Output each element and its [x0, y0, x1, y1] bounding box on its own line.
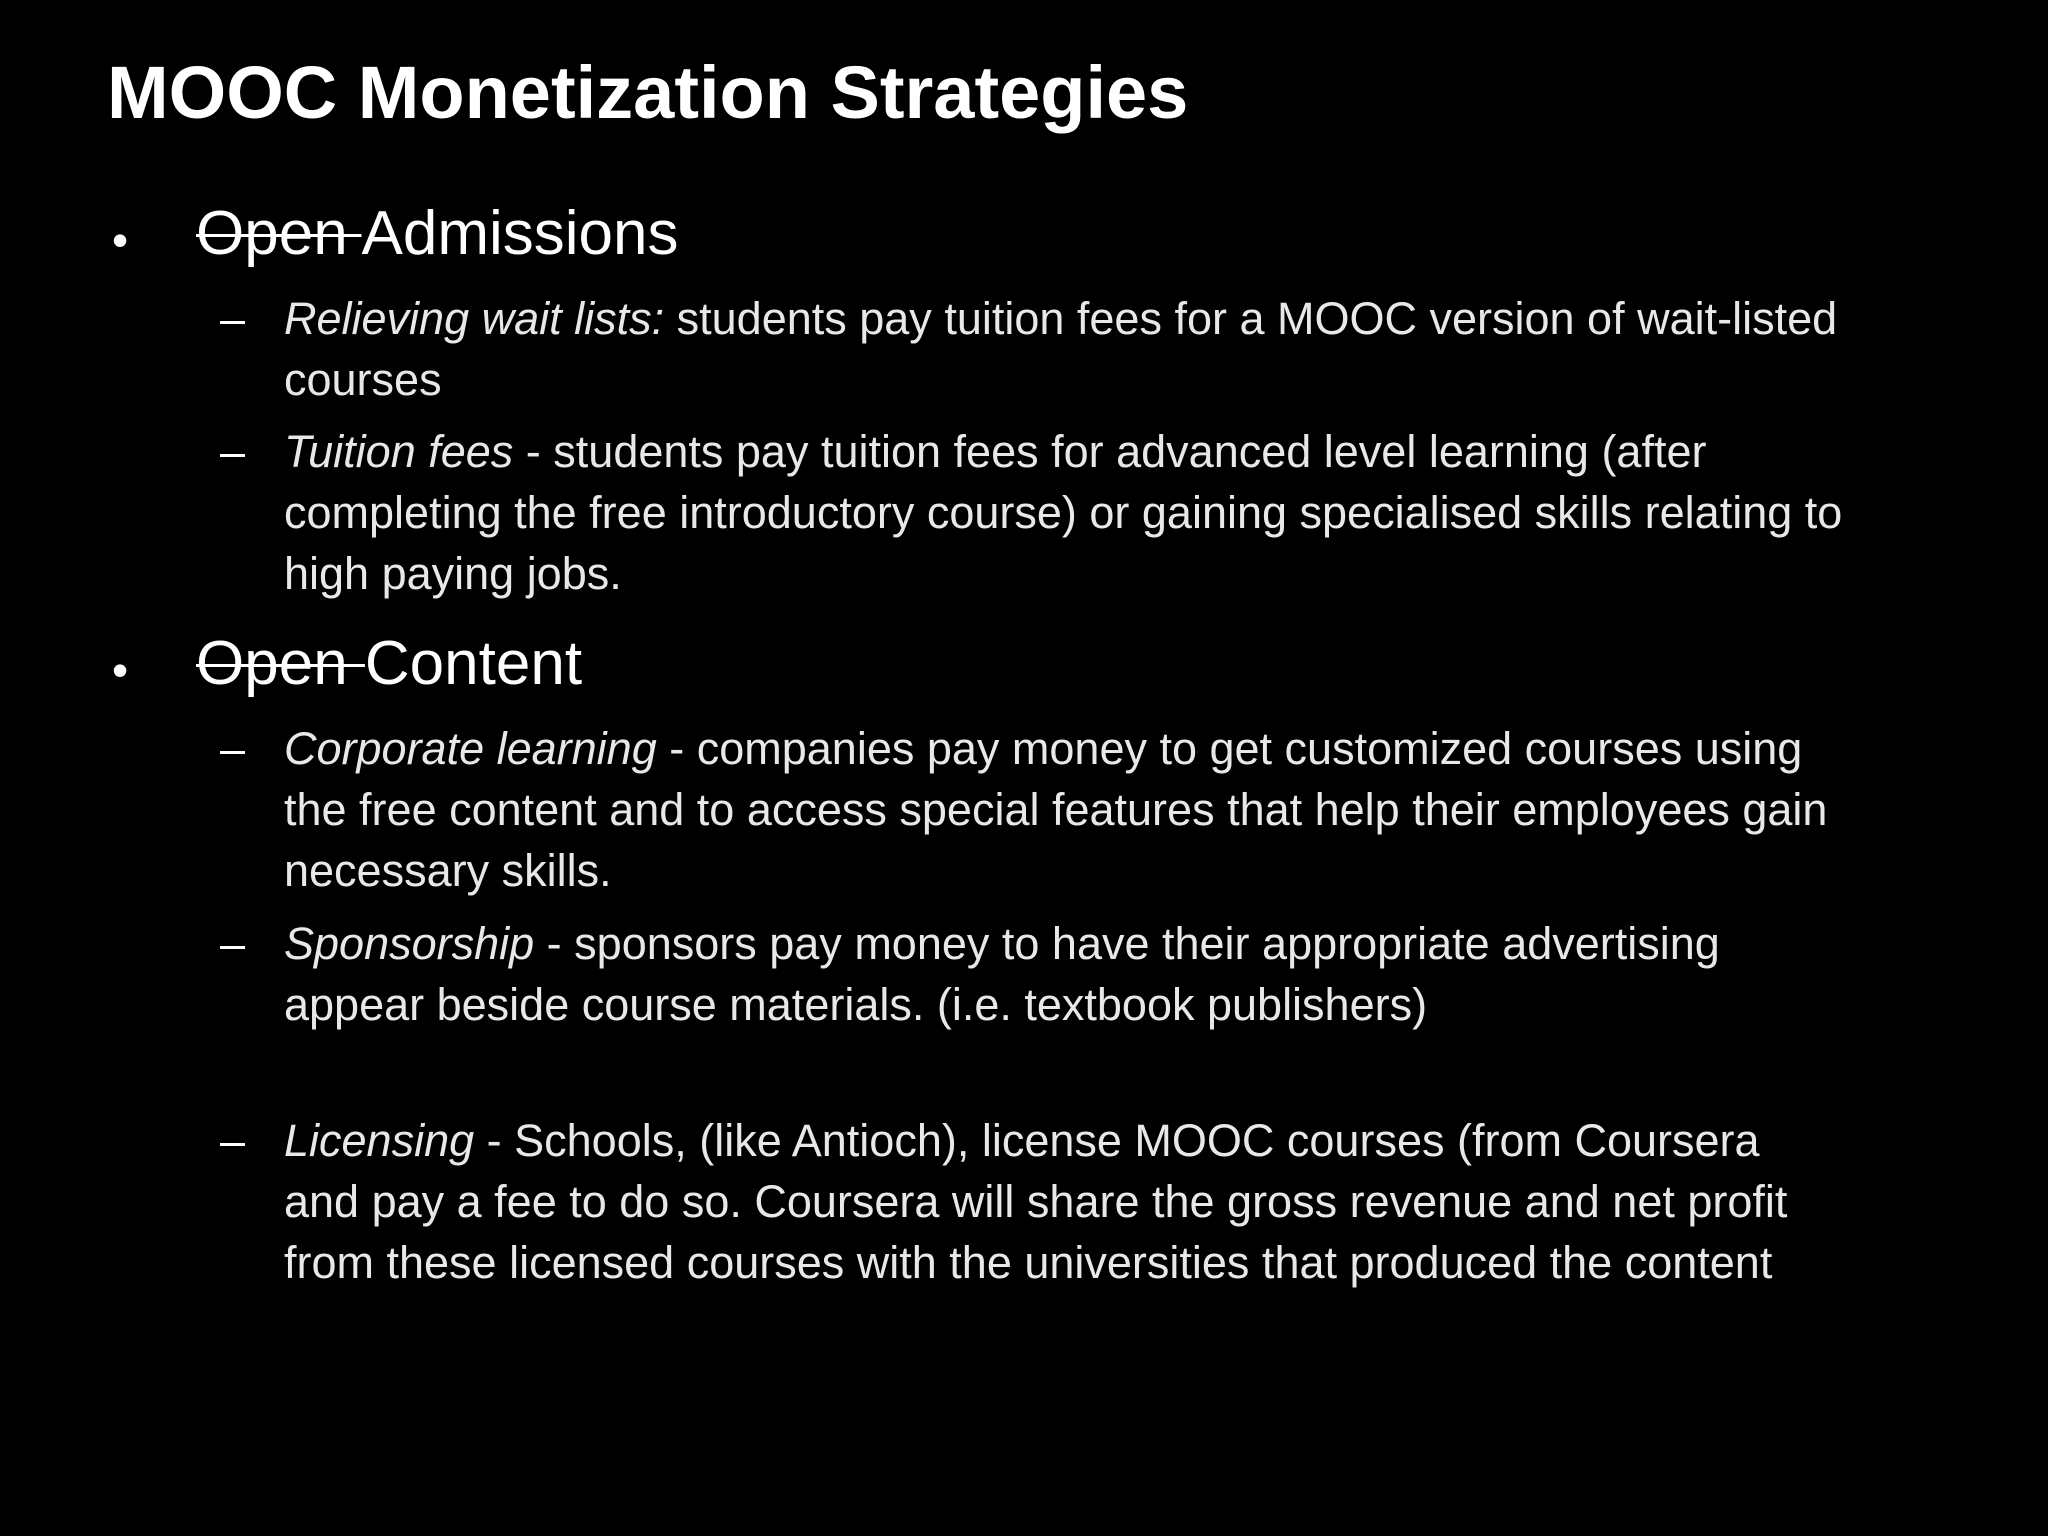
sub-item-term: Corporate learning	[284, 723, 657, 774]
struck-word: Open	[196, 629, 365, 698]
struck-word: Open	[196, 199, 362, 268]
dash-marker: –	[220, 1115, 246, 1166]
sub-item-term: Sponsorship	[284, 918, 535, 969]
sub-item-description: - students pay tuition fees for advanced level learning (after completing the free introductory course) or gaining specialised skills relating to high paying jobs.	[284, 426, 1843, 599]
sub-item-text	[284, 718, 1844, 901]
sub-item-description: - companies pay money to get customized courses using the free content and to access special features that help their employees gain necessary skills.	[284, 723, 1828, 896]
bullet-dot-icon: •	[112, 214, 129, 266]
sub-item-description: - Schools, (like Antioch), license MOOC courses (from Coursera and pay a fee to do so. Coursera will share the gross revenue and net profit from these licensed courses with the universities that produced the content	[284, 1115, 1788, 1288]
slide-title: MOOC Monetization Strategies	[107, 51, 1189, 134]
heading-label: Admissions	[361, 199, 679, 268]
sub-item-term: Licensing	[284, 1115, 475, 1166]
dash-marker: –	[220, 293, 246, 344]
sub-item-text	[284, 1110, 1844, 1293]
bullet-heading	[196, 198, 678, 270]
sub-item-description: students pay tuition fees for a MOOC version of wait-listed courses	[284, 293, 1838, 405]
dash-marker: –	[220, 426, 246, 477]
dash-marker: –	[220, 723, 246, 774]
sub-item-text	[284, 288, 1844, 410]
sub-item-term: Tuition fees	[284, 426, 514, 477]
sub-item-description: - sponsors pay money to have their appropriate advertising appear beside course materials. (i.e. textbook publishers)	[284, 918, 1720, 1030]
sub-item-term: Relieving wait lists:	[284, 293, 665, 344]
bullet-heading	[196, 628, 582, 700]
dash-marker: –	[220, 918, 246, 969]
bullet-dot-icon: •	[112, 644, 129, 696]
sub-item-text	[284, 421, 1844, 604]
heading-label: Content	[364, 629, 583, 698]
sub-item-text	[284, 913, 1844, 1035]
